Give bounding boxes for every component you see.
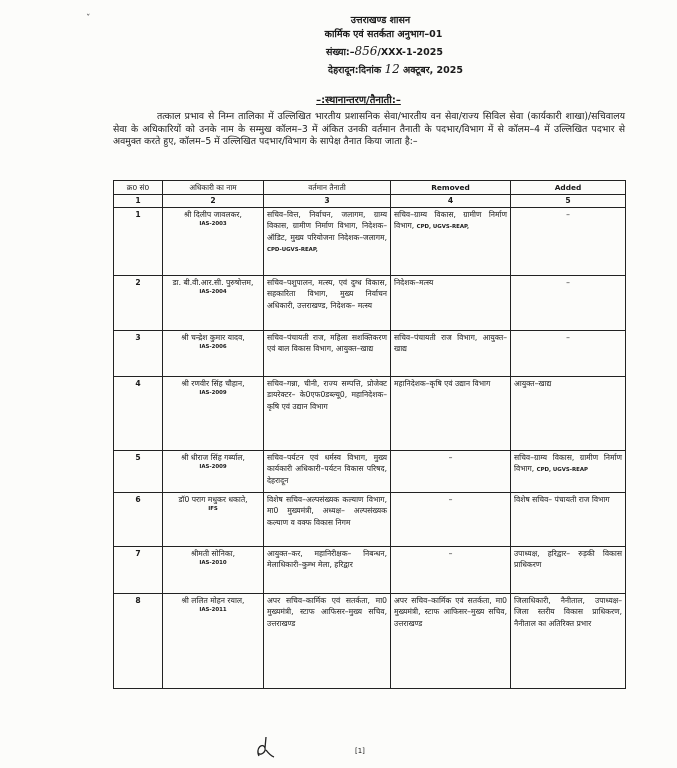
officer-service: IAS-2010	[199, 560, 227, 567]
officer-cell	[163, 493, 264, 547]
removed-posting-text: –	[448, 549, 453, 559]
officer-service: IAS-2009	[199, 464, 227, 471]
added-posting-text: विशेष सचिव– पंचायती राज विभाग	[514, 495, 610, 505]
removed-posting	[391, 276, 511, 331]
table-row	[114, 331, 626, 377]
current-posting	[264, 331, 391, 377]
serial-number: 2	[114, 276, 163, 331]
officer-service: IAS-2003	[199, 221, 227, 228]
removed-posting	[391, 594, 511, 689]
officer-name: डा. बी.वी.आर.सी. पुरुषोत्तम,	[172, 278, 254, 288]
current-posting	[264, 594, 391, 689]
added-posting	[511, 493, 626, 547]
removed-posting-text: सचिव–पंचायती राज विभाग, आयुक्त–खाद्य	[394, 333, 507, 354]
removed-posting-code: CPD, UGVS-REAP,	[416, 224, 470, 231]
table-row	[114, 451, 626, 493]
serial-number: 8	[114, 594, 163, 689]
header-place-date: देहरादून:दिनांक 12 अक्टूबर, 2025	[328, 62, 463, 76]
officer-service: IAS-2004	[199, 289, 227, 296]
added-posting-text: सचिव–ग्राम्य विकास, ग्रामीण निर्माण विभाग,	[514, 453, 622, 474]
order-paragraph: तत्काल प्रभाव से निम्न तालिका में उल्लिखित भारतीय प्रशासनिक सेवा/भारतीय वन सेवा/राज्य सिविल सेवा (कार्यकारी शाखा)/सचिवालय सेवा के अधिकारियों को उनके नाम के सम्मुख कॉलम–3 में अंकित उनकी वर्तमान तैनाती के पदभार/विभाग में से कॉलम–4 में उल्लिखित पदभार से अवमुक्त करते हुए, कॉलम–5 में उल्लिखित पदभार/विभाग के सापेक्ष तैनात किया जाता है:–	[113, 111, 625, 148]
removed-posting	[391, 377, 511, 451]
added-posting	[511, 594, 626, 689]
current-posting-text: विशेष सचिव–अल्पसंख्यक कल्याण विभाग, मा0 मुख्यमंत्री, अध्यक्ष– अल्पसंख्यक कल्याण व वक्फ विकास निगम	[267, 495, 387, 527]
added-posting-text: जिलाधिकारी, नैनीताल, उपाध्यक्ष– जिला स्तरीय विकास प्राधिकरण, नैनीताल का अतिरिक्त प्रभार	[514, 596, 622, 628]
current-posting	[264, 451, 391, 493]
current-posting-text: सचिव–पंचायती राज, महिला सशक्तिकरण एवं बाल विकास विभाग, आयुक्त–खाद्य	[267, 333, 387, 354]
officer-name: श्री ललित मोहन रयाल,	[181, 596, 245, 606]
added-posting	[511, 208, 626, 276]
table-row	[114, 276, 626, 331]
header-number: संख्या:–856/XXX-1-2025	[325, 44, 443, 58]
table-row	[114, 493, 626, 547]
officer-cell	[163, 208, 264, 276]
transfer-table	[113, 180, 626, 689]
current-posting-text: सचिव–पर्यटन एवं धर्मस्व विभाग, मुख्य कार्यकारी अधिकारी–पर्यटन विकास परिषद, देहरादून	[267, 453, 387, 485]
officer-service: IAS-2011	[199, 607, 227, 614]
header-govt: उत्तराखण्ड शासन	[350, 15, 411, 26]
added-posting	[511, 451, 626, 493]
current-posting	[264, 208, 391, 276]
removed-posting	[391, 331, 511, 377]
table-row	[114, 377, 626, 451]
officer-name: श्रीमती सोनिका,	[190, 549, 236, 559]
added-posting	[511, 331, 626, 377]
current-posting-text: आयुक्त–कर, महानिरीक्षक– निबन्धन, मेलाधिकारी–कुम्भ मेला, हरिद्वार	[267, 549, 387, 570]
current-posting-text: अपर सचिव–कार्मिक एवं सतर्कता, मा0 मुख्यमंत्री, स्टाफ आफिसर–मुख्य सचिव, उत्तराखण्ड	[267, 596, 387, 628]
removed-posting-text: –	[448, 495, 453, 505]
col-number: 4	[391, 195, 511, 208]
col-header-current: वर्तमान तैनाती	[264, 181, 391, 195]
removed-posting	[391, 451, 511, 493]
scan-mark: ˇ	[86, 14, 91, 24]
officer-name: डॉ0 पराग मधुकर धकाते,	[178, 495, 248, 505]
serial-number: 5	[114, 451, 163, 493]
officer-cell	[163, 276, 264, 331]
officer-service: IAS-2009	[199, 390, 227, 397]
column-number-row	[114, 195, 626, 208]
table-row	[114, 208, 626, 276]
officer-cell	[163, 594, 264, 689]
current-posting	[264, 493, 391, 547]
officer-service: IFS	[208, 506, 218, 513]
officer-name: श्री चन्द्रेश कुमार यादव,	[181, 333, 245, 343]
current-posting	[264, 377, 391, 451]
col-header-removed: Removed	[391, 181, 511, 195]
current-posting	[264, 276, 391, 331]
added-posting-text: –	[566, 333, 570, 343]
officer-cell	[163, 451, 264, 493]
added-posting	[511, 276, 626, 331]
serial-number: 4	[114, 377, 163, 451]
col-header-added: Added	[511, 181, 626, 195]
removed-posting-text: महानिदेशक–कृषि एवं उद्यान विभाग	[394, 379, 491, 389]
serial-number: 3	[114, 331, 163, 377]
removed-posting	[391, 493, 511, 547]
signature-mark	[253, 734, 275, 760]
added-posting-text: उपाध्यक्ष, हरिद्वार– रुड़की विकास प्राधिकरण	[514, 549, 622, 570]
added-posting-text: –	[566, 210, 570, 220]
table-header-row	[114, 181, 626, 195]
added-posting	[511, 377, 626, 451]
header-department: कार्मिक एवं सतर्कता अनुभाग–01	[324, 29, 443, 40]
removed-posting-text: निदेशक–मत्स्य	[394, 278, 434, 288]
col-number: 5	[511, 195, 626, 208]
table-row	[114, 547, 626, 594]
serial-number: 7	[114, 547, 163, 594]
page-number: [1]	[355, 747, 365, 755]
current-posting-text: सचिव–पशुपालन, मत्स्य, एवं दुग्ध विकास, सहकारिता विभाग, मुख्य निर्वाचन अधिकारी, उत्तराखण्ड, निदेशक– मत्स्य	[267, 278, 387, 310]
table-row	[114, 594, 626, 689]
officer-name: श्री धीराज सिंह गर्ब्याल,	[181, 453, 245, 463]
officer-cell	[163, 331, 264, 377]
current-posting-text: सचिव–गन्ना, चीनी, राज्य सम्पत्ति, प्रोजेक्ट डायरेक्टर– के0एफ0डब्ल्यू0, महानिदेशक–कृषि एवं उद्यान विभाग	[267, 379, 387, 411]
serial-number: 6	[114, 493, 163, 547]
added-posting-text: –	[566, 278, 570, 288]
removed-posting-text: –	[448, 453, 453, 463]
removed-posting-text: अपर सचिव–कार्मिक एवं सतर्कता, मा0 मुख्यमंत्री, स्टाफ आफिसर–मुख्य सचिव, उत्तराखण्ड	[394, 596, 507, 628]
col-number: 2	[163, 195, 264, 208]
officer-cell	[163, 377, 264, 451]
serial-number: 1	[114, 208, 163, 276]
officer-cell	[163, 547, 264, 594]
col-number: 1	[114, 195, 163, 208]
removed-posting	[391, 547, 511, 594]
removed-posting	[391, 208, 511, 276]
current-posting-text: सचिव–वित्त, निर्वाचन, जलागम, ग्राम्य विकास, ग्रामीण निर्माण विभाग, निदेशक–ऑडिट, मुख्य परियोजना निदेशक–जलागम,	[267, 210, 387, 242]
officer-name: श्री दिलीप जावलकर,	[184, 210, 242, 220]
added-posting-text: आयुक्त–खाद्य	[514, 379, 552, 389]
subject-line: –:स्थानान्तरण/तैनाती:–	[316, 95, 401, 106]
added-posting	[511, 547, 626, 594]
officer-name: श्री रणवीर सिंह चौहान,	[181, 379, 245, 389]
col-header-sno: क्र0 सं0	[114, 181, 163, 195]
officer-service: IAS-2006	[199, 344, 227, 351]
col-header-name: अधिकारी का नाम	[163, 181, 264, 195]
added-posting-code: CPD, UGVS-REAP	[536, 467, 588, 474]
current-posting-code: CPD-UGVS-REAP,	[267, 246, 318, 253]
current-posting	[264, 547, 391, 594]
removed-posting-text: सचिव–ग्राम्य विकास, ग्रामीण निर्माण विभाग,	[394, 210, 507, 231]
col-number: 3	[264, 195, 391, 208]
